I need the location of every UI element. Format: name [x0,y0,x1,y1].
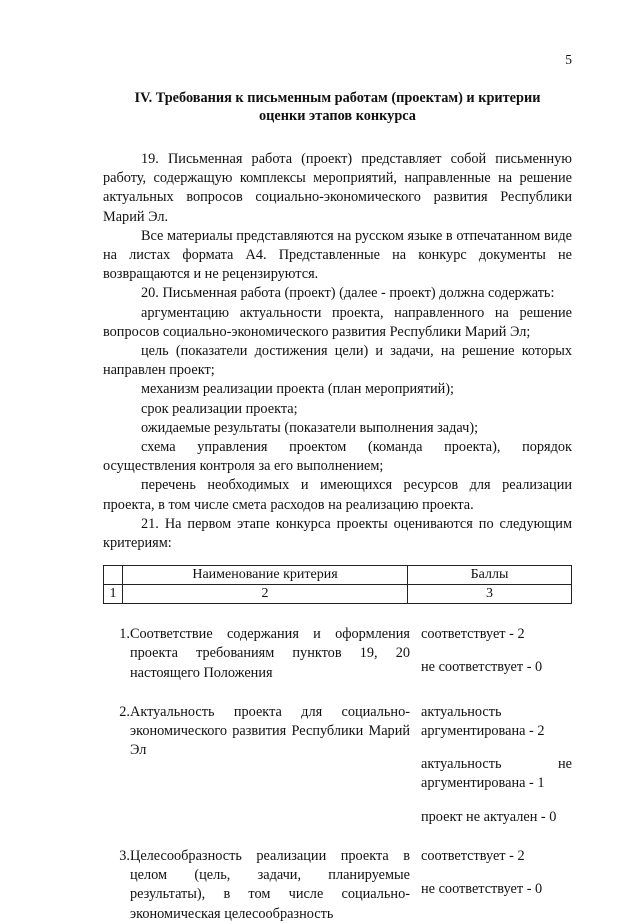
paragraph-materials: Все материалы представляются на русском языке в отпечатанном виде на листах формата А4. Представленные на конкурс документы не возвращаются и не рецензируются. [103,227,572,283]
points-option: соответствует - 2 [421,847,525,864]
list-item-resources: перечень необходимых и имеющихся ресурсов для реализации проекта, в том числе смета расходов на реализацию проекта. [103,477,572,513]
header-cell-number [104,566,123,585]
criterion-row [103,847,572,924]
index-cell-1: 1 [104,585,123,604]
section-heading-line-2: оценки этапов конкурса [259,108,416,124]
list-item-argumentation: аргументацию актуальности проекта, направленного на решение вопросов социально-экономического развития Республики Марий Эл; [103,304,572,340]
criterion-row [103,703,572,827]
criterion-number: 2. [119,703,130,720]
section-heading-line-1: IV. Требования к письменным работам (проектам) и критерии [134,90,541,106]
document-body [103,150,572,553]
points-option: не соответствует - 0 [421,881,543,898]
points-option: актуальность не аргументирована - 1 [421,756,572,792]
criterion-points [421,847,572,924]
page-number: 5 [565,52,572,67]
index-cell-3: 3 [408,585,572,604]
paragraph-20: 20. Письменная работа (проект) (далее - проект) должна содержать: [141,285,555,302]
list-item-management: схема управления проектом (команда проекта), порядок осуществления контроля за его выполнением; [103,439,572,475]
criteria-list [103,625,572,923]
index-cell-2: 2 [123,585,408,604]
list-item-goal: цель (показатели достижения цели) и задачи, на решение которых направлен проект; [103,343,572,379]
list-item-mechanism: механизм реализации проекта (план мероприятий); [141,381,455,398]
table-header-row [104,566,572,585]
criterion-number: 3. [119,847,130,864]
criterion-points [421,625,572,683]
points-option: актуальность аргументирована - 2 [421,703,545,740]
criterion-row [103,625,572,683]
criterion-number: 1. [119,626,130,643]
criterion-points [421,703,572,827]
list-item-results: ожидаемые результаты (показатели выполнения задач); [141,419,479,436]
section-heading [103,0,572,125]
header-cell-criterion: Наименование критерия [123,566,408,585]
criteria-table-header [103,565,572,604]
list-item-term: срок реализации проекта; [141,400,298,417]
paragraph-21: 21. На первом этапе конкурса проекты оцениваются по следующим критериям: [103,515,572,552]
criterion-text: Актуальность проекта для социально-экономического развития Республики Марий Эл [130,703,410,759]
criterion-text: Целесообразность реализации проекта в целом (цель, задачи, планируемые результаты), в том числе социально-экономическая целесообразность [130,847,410,922]
points-option: проект не актуален - 0 [421,808,557,825]
header-cell-points: Баллы [408,566,572,585]
paragraph-19: 19. Письменная работа (проект) представляет собой письменную работу, содержащую комплексы мероприятий, направленные на решение актуальных вопросов социально-экономического развития Республики Марий Эл. [103,151,572,225]
criterion-text: Соответствие содержания и оформления проекта требованиям пунктов 19, 20 настоящего Положения [130,626,410,681]
points-option: не соответствует - 0 [421,659,543,676]
points-option: соответствует - 2 [421,626,525,643]
table-index-row [104,585,572,604]
